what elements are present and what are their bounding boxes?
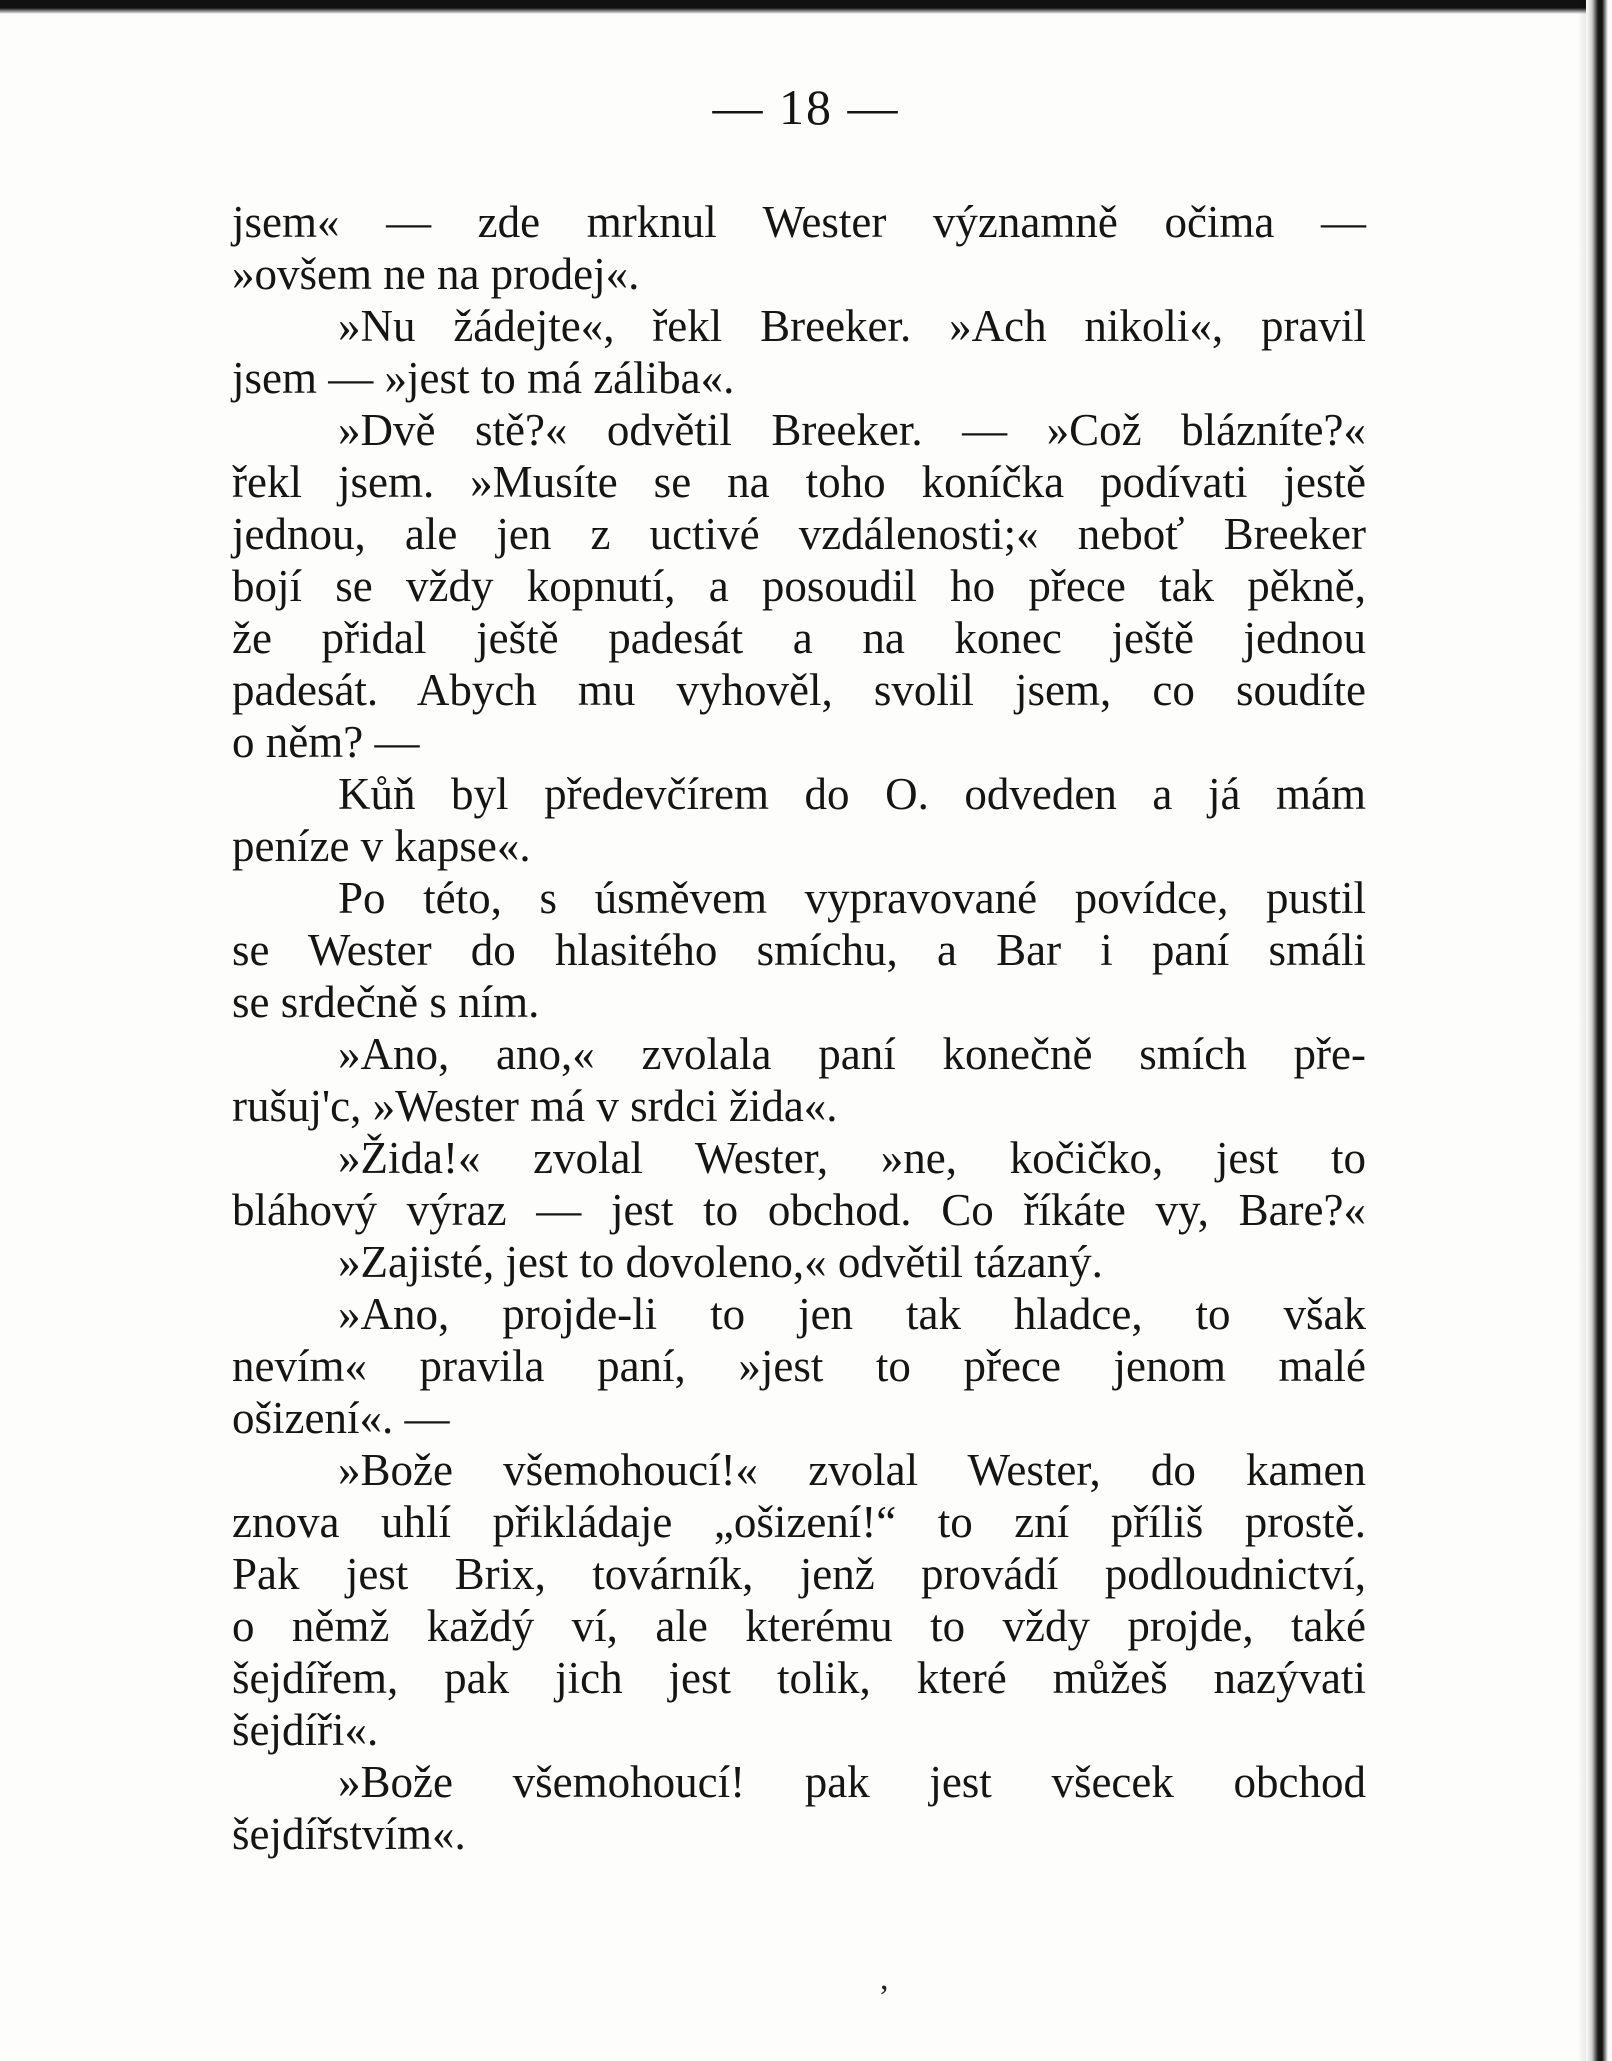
text-line: jsem — »jest to má záliba«.	[232, 353, 735, 403]
text-line: »Žida!« zvolal Wester, »ne, kočičko, jest to	[338, 1133, 1366, 1183]
text-line: jednou, ale jen z uctivé vzdálenosti;« neboť Breeker	[232, 509, 1366, 559]
text-line: se Wester do hlasitého smíchu, a Bar i paní smáli	[232, 925, 1366, 975]
text-line: »Dvě stě?« odvětil Breeker. — »Což blázníte?«	[338, 405, 1366, 455]
text-line: bojí se vždy kopnutí, a posoudil ho přece tak pěkně,	[232, 561, 1366, 611]
text-line: »Bože všemohoucí! pak jest všecek obchod	[338, 1757, 1366, 1807]
text-line: že přidal ještě padesát a na konec ještě jednou	[232, 613, 1366, 663]
text-line: »Ano, ano,« zvolala paní konečně smích pře-	[338, 1029, 1366, 1079]
text-line: »Bože všemohoucí!« zvolal Wester, do kamen	[338, 1445, 1366, 1495]
text-line: nevím« pravila paní, »jest to přece jenom malé	[232, 1341, 1366, 1391]
text-line: Kůň byl předevčírem do O. odveden a já mám	[338, 769, 1366, 819]
text-line: ošizení«. —	[232, 1393, 450, 1443]
text-line: šejdířstvím«.	[232, 1809, 466, 1859]
page-top-edge	[0, 0, 1612, 14]
text-line: šejdíři«.	[232, 1705, 379, 1755]
text-line: rušuj'c, »Wester má v srdci žida«.	[232, 1081, 838, 1131]
text-line: Pak jest Brix, továrník, jenž provádí podloudnictví,	[232, 1549, 1366, 1599]
footer-mark: ,	[880, 1960, 889, 1997]
text-line: o něm? —	[232, 717, 420, 767]
text-line: šejdířem, pak jich jest tolik, které můžeš nazývati	[232, 1653, 1366, 1703]
text-line: peníze v kapse«.	[232, 821, 531, 871]
text-line: Po této, s úsměvem vypravované povídce, pustil	[338, 873, 1366, 923]
text-line: řekl jsem. »Musíte se na toho koníčka podívati jestě	[232, 457, 1366, 507]
text-line: jsem« — zde mrknul Wester významně očima —	[232, 197, 1366, 247]
text-line: padesát. Abych mu vyhověl, svolil jsem, co soudíte	[232, 665, 1366, 715]
binding-shadow	[1578, 0, 1586, 2061]
text-line: znova uhlí přikládaje „ošizení!“ to zní příliš prostě.	[232, 1497, 1366, 1547]
text-line: o němž každý ví, ale kterému to vždy projde, také	[232, 1601, 1366, 1651]
text-line: »ovšem ne na prodej«.	[232, 249, 640, 299]
text-line: »Ano, projde-li to jen tak hladce, to však	[338, 1289, 1366, 1339]
text-line: se srdečně s ním.	[232, 977, 540, 1027]
text-line: bláhový výraz — jest to obchod. Co říkáte vy, Bare?«	[232, 1185, 1366, 1235]
text-line: »Zajisté, jest to dovoleno,« odvětil tázaný.	[338, 1237, 1103, 1287]
body-text	[232, 196, 1366, 1860]
page-number: — 18 —	[712, 79, 900, 135]
page-right-edge	[1586, 0, 1612, 2061]
text-line: »Nu žádejte«, řekl Breeker. »Ach nikoli«, pravil	[338, 301, 1366, 351]
